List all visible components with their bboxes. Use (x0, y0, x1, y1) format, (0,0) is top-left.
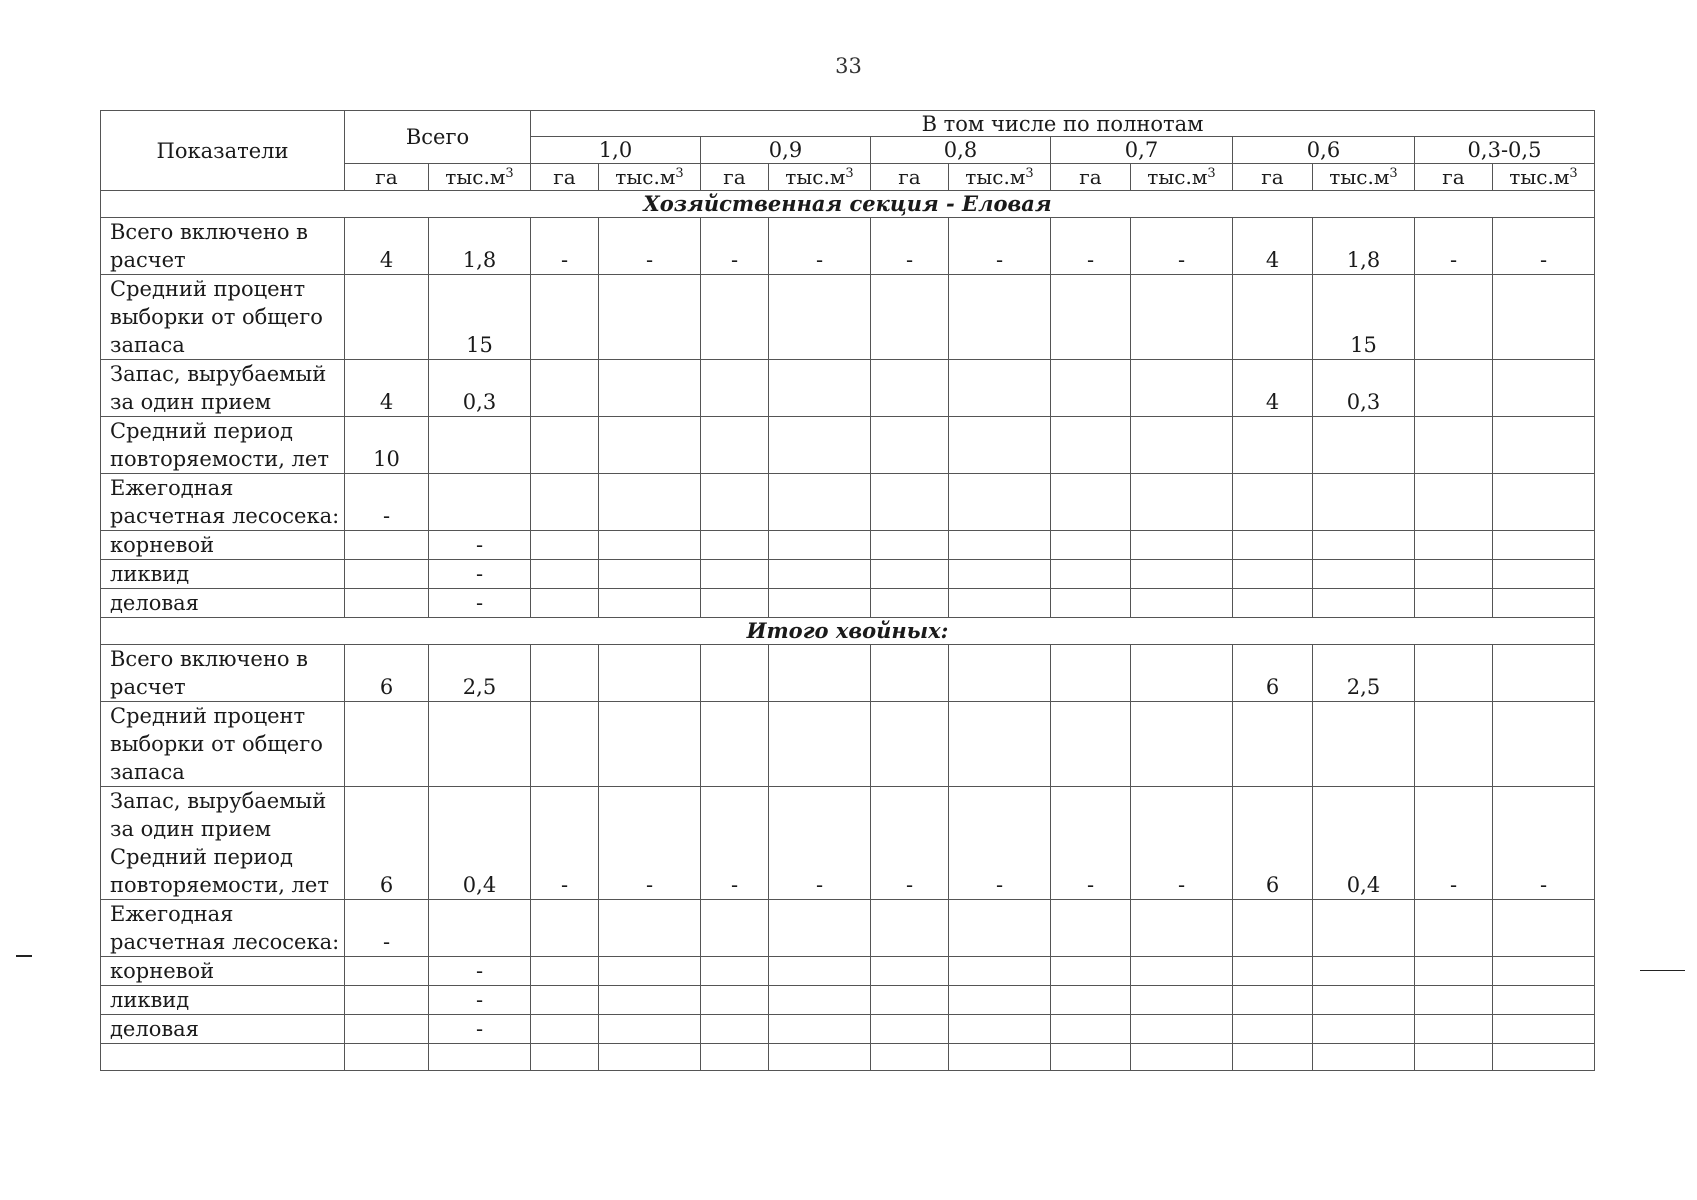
table-cell (1233, 900, 1313, 957)
table-cell (871, 560, 949, 589)
table-cell (1051, 275, 1131, 360)
table-cell (1493, 474, 1595, 531)
table-row (101, 589, 1595, 618)
table-cell (769, 645, 871, 702)
table-cell (871, 957, 949, 986)
table-cell: 1,8 (429, 218, 531, 275)
table-cell (1415, 900, 1493, 957)
table-cell (949, 560, 1051, 589)
table-cell: - (429, 1015, 531, 1044)
table-cell (1131, 1015, 1233, 1044)
empty-cell (949, 1044, 1051, 1071)
table-cell (1415, 531, 1493, 560)
empty-row (101, 1044, 1595, 1071)
table-cell (1313, 589, 1415, 618)
table-cell (769, 560, 871, 589)
table-cell (531, 360, 599, 417)
table-cell (949, 986, 1051, 1015)
empty-cell (1415, 1044, 1493, 1071)
table-cell (599, 360, 701, 417)
table-cell (701, 531, 769, 560)
table-cell (1233, 957, 1313, 986)
table-cell: 4 (345, 360, 429, 417)
row-label: Средний процент выборки от общего запаса (101, 275, 345, 360)
table-cell (1233, 1015, 1313, 1044)
table-cell: - (345, 474, 429, 531)
table-row (101, 1015, 1595, 1044)
table-cell (531, 1015, 599, 1044)
table-cell (949, 1015, 1051, 1044)
row-label: Средний процент выборки от общего запаса (101, 702, 345, 787)
table-cell (1313, 1015, 1415, 1044)
table-cell (1415, 474, 1493, 531)
table-cell (1313, 957, 1415, 986)
table-cell: 0,3 (429, 360, 531, 417)
table-cell (1131, 560, 1233, 589)
table-cell: - (769, 787, 871, 900)
table-cell (1493, 957, 1595, 986)
table-cell (949, 275, 1051, 360)
empty-cell (1313, 1044, 1415, 1071)
table-cell (1131, 589, 1233, 618)
table-cell (1415, 986, 1493, 1015)
table-cell (1415, 589, 1493, 618)
table-cell: 6 (1233, 645, 1313, 702)
table-cell (1415, 275, 1493, 360)
table-cell (1051, 474, 1131, 531)
table-cell (1493, 645, 1595, 702)
table-cell (769, 986, 871, 1015)
table-cell: - (1493, 787, 1595, 900)
table-cell (599, 702, 701, 787)
table-row (101, 360, 1595, 417)
table-cell: 6 (345, 787, 429, 900)
table-cell (1493, 417, 1595, 474)
table-cell: - (769, 218, 871, 275)
table-cell (1131, 702, 1233, 787)
table-cell (769, 531, 871, 560)
table-cell (345, 531, 429, 560)
table-cell (1131, 275, 1233, 360)
table-cell (345, 957, 429, 986)
table-cell (949, 474, 1051, 531)
table-cell (429, 900, 531, 957)
unit-ha-header: га (345, 164, 429, 191)
table-cell (1233, 474, 1313, 531)
row-label: Всего включено в расчет (101, 645, 345, 702)
table-cell (1493, 900, 1595, 957)
table-cell (531, 474, 599, 531)
table-cell: - (1051, 218, 1131, 275)
table-cell (1051, 986, 1131, 1015)
table-cell (1051, 417, 1131, 474)
empty-cell (531, 1044, 599, 1071)
table-cell (1493, 986, 1595, 1015)
table-cell (531, 417, 599, 474)
table-cell (1313, 986, 1415, 1015)
table-cell (769, 1015, 871, 1044)
table-cell: 15 (1313, 275, 1415, 360)
row-label: ликвид (101, 560, 345, 589)
table-cell: 15 (429, 275, 531, 360)
forest-allowance-table (100, 110, 1595, 1071)
table-cell (1415, 360, 1493, 417)
table-cell (1493, 1015, 1595, 1044)
table-cell: - (701, 787, 769, 900)
empty-cell (1233, 1044, 1313, 1071)
table-cell (429, 474, 531, 531)
table-cell (531, 275, 599, 360)
density-header: 0,3-0,5 (1415, 137, 1595, 164)
table-cell (1131, 986, 1233, 1015)
table-cell (531, 560, 599, 589)
table-cell: - (871, 218, 949, 275)
table-cell (1233, 702, 1313, 787)
table-cell: - (429, 560, 531, 589)
table-cell: 1,8 (1313, 218, 1415, 275)
table-cell: - (1051, 787, 1131, 900)
table-cell (1415, 417, 1493, 474)
table-cell (1233, 531, 1313, 560)
empty-cell (599, 1044, 701, 1071)
table-cell (531, 986, 599, 1015)
table-cell (949, 360, 1051, 417)
table-cell: - (345, 900, 429, 957)
unit-ha-header: га (531, 164, 599, 191)
table-cell (599, 474, 701, 531)
table-cell (1415, 645, 1493, 702)
table-cell: - (1131, 787, 1233, 900)
table-cell (769, 474, 871, 531)
table-cell (599, 986, 701, 1015)
table-cell (871, 1015, 949, 1044)
table-cell: 0,4 (1313, 787, 1415, 900)
table-cell (599, 589, 701, 618)
table-cell: 0,4 (429, 787, 531, 900)
table-cell (769, 417, 871, 474)
scan-margin-mark-right (1640, 970, 1685, 971)
row-label: Запас, вырубаемый за один прием (101, 360, 345, 417)
table-cell: - (1131, 218, 1233, 275)
table-cell: - (429, 589, 531, 618)
table-cell: - (701, 218, 769, 275)
table-cell (701, 957, 769, 986)
table-cell (1493, 360, 1595, 417)
table-cell (871, 702, 949, 787)
unit-ha-header: га (871, 164, 949, 191)
table-cell: - (531, 218, 599, 275)
table-cell (599, 417, 701, 474)
table-cell: - (949, 218, 1051, 275)
table-cell (701, 645, 769, 702)
header-indicators: Показатели (101, 111, 345, 191)
table-cell (1233, 275, 1313, 360)
empty-cell (871, 1044, 949, 1071)
table-cell (1131, 900, 1233, 957)
table-cell: 10 (345, 417, 429, 474)
table-cell (1493, 702, 1595, 787)
table-cell (345, 275, 429, 360)
unit-ha-header: га (701, 164, 769, 191)
table-cell (531, 589, 599, 618)
table-cell (429, 417, 531, 474)
density-header: 0,9 (701, 137, 871, 164)
table-cell (345, 702, 429, 787)
table-cell (1493, 531, 1595, 560)
table-cell (871, 645, 949, 702)
table-cell (701, 417, 769, 474)
row-label: Ежегодная расчетная лесосека: (101, 900, 345, 957)
table-cell: 4 (1233, 360, 1313, 417)
table-cell (1051, 531, 1131, 560)
table-cell: 4 (345, 218, 429, 275)
table-cell: - (1415, 787, 1493, 900)
table-cell (531, 900, 599, 957)
table-cell (1131, 474, 1233, 531)
table-cell (599, 957, 701, 986)
empty-cell (1493, 1044, 1595, 1071)
table-cell (701, 560, 769, 589)
table-cell (599, 560, 701, 589)
table-cell (769, 957, 871, 986)
unit-ha-header: га (1051, 164, 1131, 191)
table-cell (871, 474, 949, 531)
row-label: Ежегодная расчетная лесосека: (101, 474, 345, 531)
table-cell (345, 589, 429, 618)
table-cell (701, 1015, 769, 1044)
table-cell: - (531, 787, 599, 900)
table-cell (599, 1015, 701, 1044)
table-row (101, 417, 1595, 474)
table-cell (1131, 417, 1233, 474)
section-title: Хозяйственная секция - Еловая (101, 191, 1595, 218)
unit-ha-header: га (1233, 164, 1313, 191)
scan-margin-mark-left (16, 955, 32, 957)
empty-cell (101, 1044, 345, 1071)
unit-volume-header: $тыс.м^3$ (1493, 164, 1595, 191)
table-cell: - (599, 218, 701, 275)
table-cell (769, 589, 871, 618)
table-cell (1493, 275, 1595, 360)
table-cell (701, 360, 769, 417)
table-cell (1131, 531, 1233, 560)
table-cell (701, 474, 769, 531)
density-header: 0,7 (1051, 137, 1233, 164)
table-cell (1233, 589, 1313, 618)
header-by-density: В том числе по полнотам (531, 111, 1595, 137)
table-cell (949, 645, 1051, 702)
table-cell (701, 702, 769, 787)
row-label: корневой (101, 531, 345, 560)
empty-cell (1051, 1044, 1131, 1071)
table-cell (1493, 560, 1595, 589)
table-cell (1493, 589, 1595, 618)
empty-cell (429, 1044, 531, 1071)
density-header: 0,6 (1233, 137, 1415, 164)
table-cell (1313, 531, 1415, 560)
table-cell (701, 589, 769, 618)
table-body (101, 191, 1595, 1071)
table-cell (871, 417, 949, 474)
table-cell (599, 275, 701, 360)
table-row (101, 957, 1595, 986)
table-cell (531, 645, 599, 702)
table-cell (599, 531, 701, 560)
table-cell: 0,3 (1313, 360, 1415, 417)
table-cell (531, 531, 599, 560)
table-cell (701, 900, 769, 957)
table-cell (1051, 702, 1131, 787)
row-label: корневой (101, 957, 345, 986)
table-cell (1131, 645, 1233, 702)
table-cell (345, 560, 429, 589)
table-cell (1233, 986, 1313, 1015)
table-cell: - (1493, 218, 1595, 275)
table-cell (701, 275, 769, 360)
table-cell (949, 957, 1051, 986)
table-cell (871, 900, 949, 957)
density-header: 1,0 (531, 137, 701, 164)
table-cell: - (599, 787, 701, 900)
row-label: деловая (101, 1015, 345, 1044)
row-label: деловая (101, 589, 345, 618)
section-title: Итого хвойных: (101, 618, 1595, 645)
table-cell (429, 702, 531, 787)
table-cell: - (429, 957, 531, 986)
row-label: Всего включено в расчет (101, 218, 345, 275)
table-row (101, 531, 1595, 560)
table-row (101, 787, 1595, 900)
table-cell (1233, 560, 1313, 589)
table-cell (1051, 900, 1131, 957)
table-cell (1051, 360, 1131, 417)
table-cell: 6 (345, 645, 429, 702)
unit-volume-header: $тыс.м^3$ (769, 164, 871, 191)
unit-volume-header: $тыс.м^3$ (429, 164, 531, 191)
table-cell (1415, 1015, 1493, 1044)
table-row (101, 986, 1595, 1015)
table-row (101, 900, 1595, 957)
table-cell (769, 900, 871, 957)
page-number: 33 (835, 54, 862, 78)
table-cell (1313, 702, 1415, 787)
table-cell (1313, 474, 1415, 531)
table-cell (1051, 957, 1131, 986)
table-cell (1313, 417, 1415, 474)
table-cell (1233, 417, 1313, 474)
table-cell (769, 275, 871, 360)
unit-volume-header: $тыс.м^3$ (599, 164, 701, 191)
table-cell (345, 1015, 429, 1044)
empty-cell (701, 1044, 769, 1071)
table-row (101, 218, 1595, 275)
table-cell: - (871, 787, 949, 900)
table-cell (871, 531, 949, 560)
table-cell (871, 986, 949, 1015)
table-cell (949, 531, 1051, 560)
empty-cell (345, 1044, 429, 1071)
table-cell (1415, 702, 1493, 787)
table-cell: 6 (1233, 787, 1313, 900)
table-cell (1415, 957, 1493, 986)
table-cell (1131, 957, 1233, 986)
table-cell (701, 986, 769, 1015)
table-cell (1051, 560, 1131, 589)
table-cell (1051, 1015, 1131, 1044)
table-cell: 2,5 (1313, 645, 1415, 702)
table-cell (871, 589, 949, 618)
table-cell (871, 360, 949, 417)
table-cell (531, 957, 599, 986)
table-row (101, 474, 1595, 531)
table-row (101, 645, 1595, 702)
table-cell (1051, 645, 1131, 702)
density-header: 0,8 (871, 137, 1051, 164)
table-cell: - (1415, 218, 1493, 275)
table-cell (949, 589, 1051, 618)
unit-volume-header: $тыс.м^3$ (1131, 164, 1233, 191)
table-cell (1313, 560, 1415, 589)
table-cell (345, 986, 429, 1015)
table-row (101, 275, 1595, 360)
row-label: Запас, вырубаемый за один прием Средний период повторяемости, лет (101, 787, 345, 900)
table-cell (531, 702, 599, 787)
unit-volume-header: $тыс.м^3$ (949, 164, 1051, 191)
empty-cell (769, 1044, 871, 1071)
table-cell (949, 417, 1051, 474)
unit-ha-header: га (1415, 164, 1493, 191)
table-cell (949, 900, 1051, 957)
table-cell: - (949, 787, 1051, 900)
table-row (101, 702, 1595, 787)
table-cell (1415, 560, 1493, 589)
row-label: Средний период повторяемости, лет (101, 417, 345, 474)
table-cell (769, 702, 871, 787)
header-total: Всего (345, 111, 531, 164)
table-cell: - (429, 531, 531, 560)
table-cell (599, 900, 701, 957)
table-row (101, 560, 1595, 589)
table-cell: 4 (1233, 218, 1313, 275)
row-label: ликвид (101, 986, 345, 1015)
table-cell (949, 702, 1051, 787)
empty-cell (1131, 1044, 1233, 1071)
table-cell (599, 645, 701, 702)
table-cell: 2,5 (429, 645, 531, 702)
table-cell: - (429, 986, 531, 1015)
table-cell (769, 360, 871, 417)
unit-volume-header: $тыс.м^3$ (1313, 164, 1415, 191)
table-cell (1131, 360, 1233, 417)
table-cell (1051, 589, 1131, 618)
table-cell (871, 275, 949, 360)
table-cell (1313, 900, 1415, 957)
